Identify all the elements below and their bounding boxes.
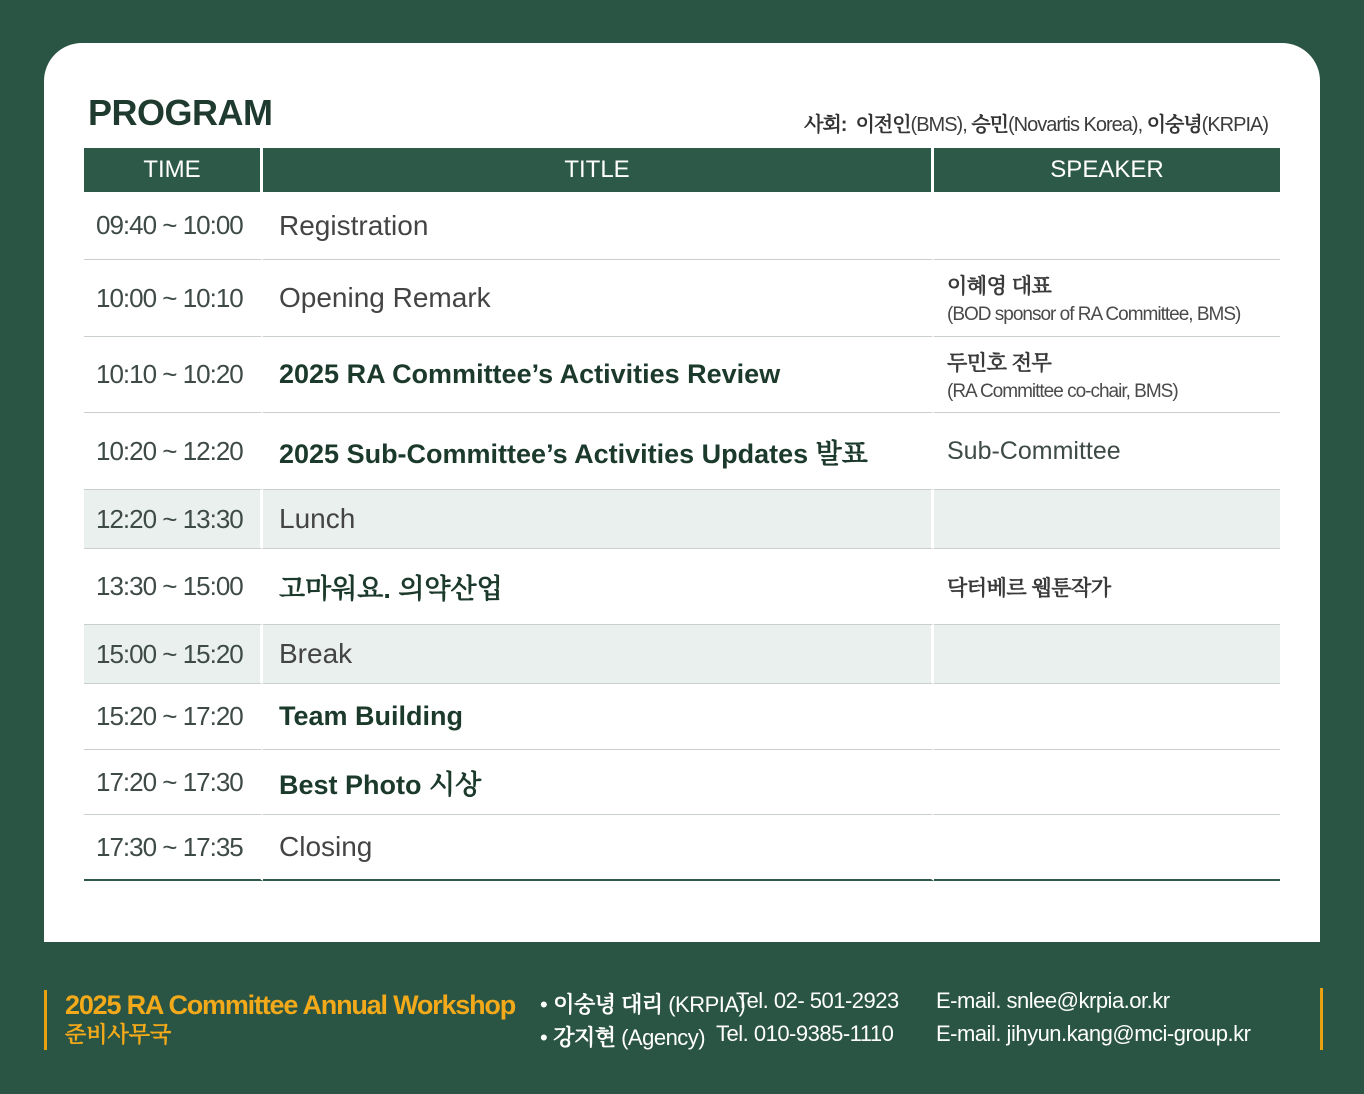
row-time: 09:40 ~ 10:00: [84, 192, 263, 260]
row-time: 15:20 ~ 17:20: [84, 684, 263, 750]
mc-name-3: 이숭녕: [1146, 114, 1202, 136]
row-speaker: [934, 625, 1280, 684]
speaker-name: 닥터베르 웹툰작가: [947, 576, 1111, 600]
row-title: Best Photo 시상: [263, 750, 934, 815]
mc-org-2: (Novartis Korea),: [1007, 114, 1143, 136]
footer-office-label: 준비사무국: [65, 1022, 172, 1047]
mc-line: [804, 108, 1268, 137]
bullet-icon: •: [540, 992, 548, 1017]
page-title: PROGRAM: [88, 92, 273, 133]
row-time: 17:20 ~ 17:30: [84, 750, 263, 815]
header-speaker: SPEAKER: [934, 148, 1280, 192]
contact-line: [540, 988, 1170, 1019]
footer-organizer: [44, 990, 515, 1050]
contact-email: E-mail. jihyun.kang@mci-group.kr: [936, 1021, 1251, 1046]
speaker-name: 이혜영 대표: [947, 275, 1052, 298]
contact-org: (Agency): [621, 1025, 706, 1050]
row-time: 15:00 ~ 15:20: [84, 625, 263, 684]
speaker-name: 두민호 전무: [947, 351, 1052, 375]
speaker-affiliation: (BOD sponsor of RA Committee, BMS): [947, 304, 1241, 325]
row-speaker: [934, 549, 1280, 625]
row-speaker: [934, 260, 1280, 337]
footer-event-title: 2025 RA Committee Annual Workshop: [65, 990, 515, 1020]
row-title: 2025 Sub-Committee’s Activities Updates 발표: [263, 413, 934, 490]
mc-label: 사회:: [804, 114, 847, 136]
row-speaker: [934, 815, 1280, 881]
row-title: Lunch: [263, 490, 934, 549]
row-title: 고마워요. 의약산업: [263, 549, 934, 625]
table-row: [84, 684, 1280, 750]
contact-tel: Tel. 010-9385-1110: [716, 1021, 894, 1046]
bullet-icon: •: [540, 1025, 548, 1050]
header-title: TITLE: [263, 148, 934, 192]
table-row: [84, 490, 1280, 549]
contact-name: 강지현: [553, 1025, 616, 1050]
contact-line: [540, 1021, 1251, 1052]
row-speaker: [934, 337, 1280, 413]
table-row: [84, 750, 1280, 815]
mc-org-1: (BMS),: [910, 114, 967, 136]
contact-org: (KRPIA): [668, 992, 746, 1017]
table-row: [84, 625, 1280, 684]
row-time: 10:00 ~ 10:10: [84, 260, 263, 337]
table-row: [84, 337, 1280, 413]
contact-email: E-mail. snlee@krpia.or.kr: [936, 988, 1170, 1013]
row-speaker: [934, 490, 1280, 549]
table-row: [84, 413, 1280, 490]
row-title: Break: [263, 625, 934, 684]
contact-name: 이숭녕 대리: [553, 992, 663, 1017]
row-time: 17:30 ~ 17:35: [84, 815, 263, 881]
table-header-row: [84, 148, 1280, 192]
table-row: [84, 260, 1280, 337]
row-time: 10:10 ~ 10:20: [84, 337, 263, 413]
mc-name-2: 승민: [971, 114, 1008, 136]
mc-name-1: 이전인: [855, 114, 911, 136]
contact-tel: Tel. 02- 501-2923: [736, 988, 899, 1013]
row-title: 2025 RA Committee’s Activities Review: [263, 337, 934, 413]
row-title: Closing: [263, 815, 934, 881]
speaker-affiliation: (RA Committee co-chair, BMS): [947, 380, 1178, 402]
row-title: Registration: [263, 192, 934, 260]
mc-org-3: (KRPIA): [1201, 114, 1268, 136]
table-row: [84, 549, 1280, 625]
row-speaker: [934, 684, 1280, 750]
row-title: Team Building: [263, 684, 934, 750]
header-time: TIME: [84, 148, 263, 192]
table-row: [84, 815, 1280, 881]
footer-contacts: [540, 988, 1323, 1050]
table-row: [84, 192, 1280, 260]
row-speaker: [934, 192, 1280, 260]
row-speaker: [934, 750, 1280, 815]
speaker-name: Sub-Committee: [947, 436, 1121, 465]
row-speaker: [934, 413, 1280, 490]
row-time: 10:20 ~ 12:20: [84, 413, 263, 490]
row-time: 13:30 ~ 15:00: [84, 549, 263, 625]
row-time: 12:20 ~ 13:30: [84, 490, 263, 549]
program-table: [84, 148, 1280, 881]
row-title: Opening Remark: [263, 260, 934, 337]
